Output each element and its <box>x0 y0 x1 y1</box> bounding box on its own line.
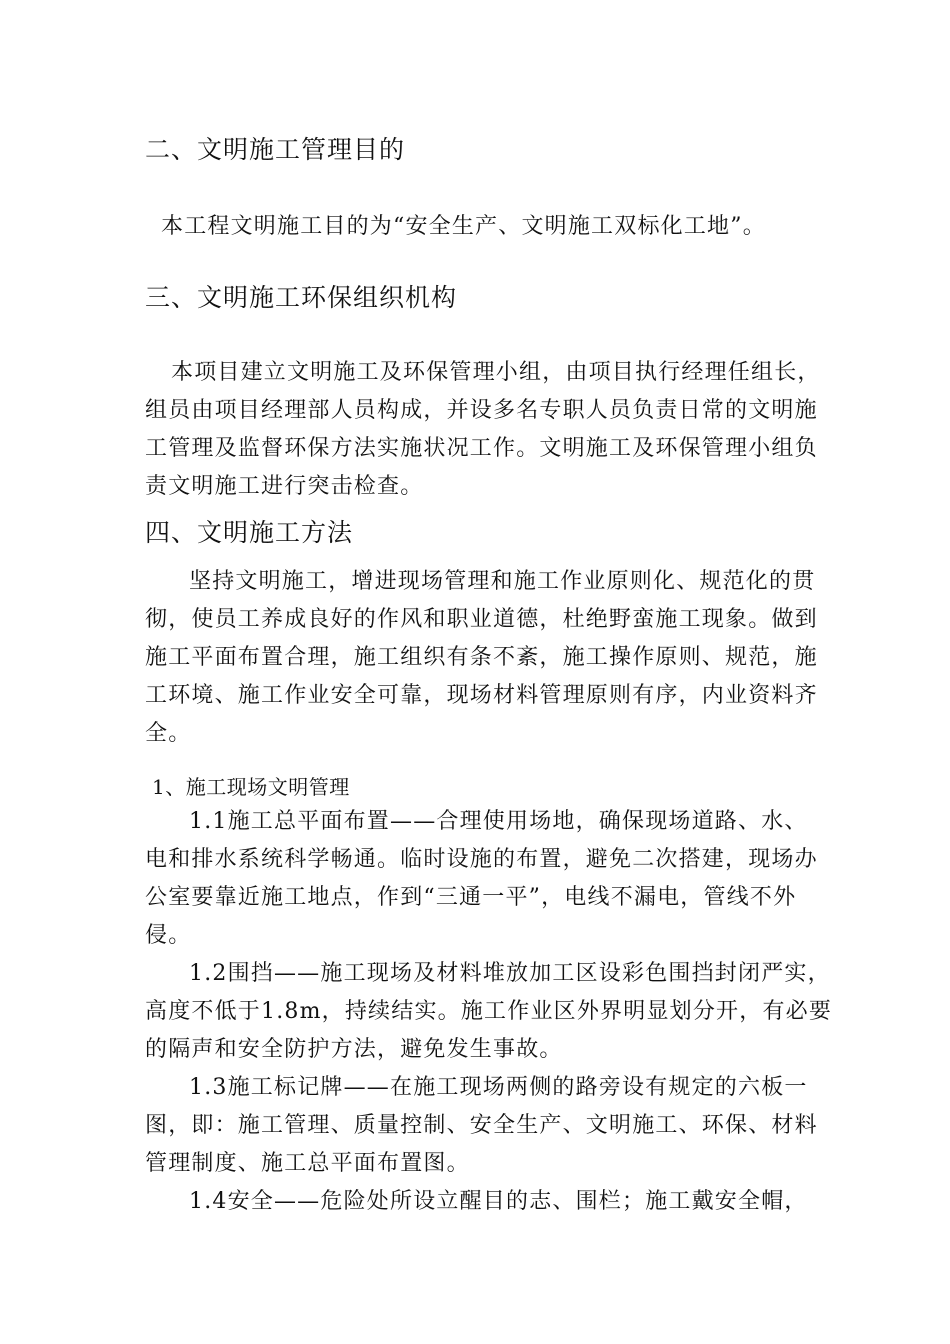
paragraph-line: 的隔声和安全防护方法，避免发生事故。 <box>145 1037 563 1062</box>
paragraph-line: 全。 <box>145 721 192 746</box>
paragraph-line: 1.2围挡——施工现场及材料堆放加工区设彩色围挡封闭严实， <box>189 961 831 986</box>
paragraph-line: 工管理及监督环保方法实施状况工作。文明施工及环保管理小组负 <box>145 436 818 461</box>
section-3-heading: 三、文明施工环保组织机构 <box>145 283 458 312</box>
paragraph-line: 管理制度、施工总平面布置图。 <box>145 1151 470 1176</box>
subsection-1-item-1-1 <box>145 803 818 955</box>
paragraph-line: 责文明施工进行突击检查。 <box>145 474 424 499</box>
section-2-body <box>145 208 810 246</box>
paragraph-line: 电和排水系统科学畅通。临时设施的布置，避免二次搭建，现场办 <box>145 847 818 872</box>
paragraph-line: 高度不低于1.8m，持续结实。施工作业区外界明显划分开，有必要 <box>145 999 833 1024</box>
section-2-heading: 二、文明施工管理目的 <box>145 135 406 164</box>
section-4-heading: 四、文明施工方法 <box>145 518 354 547</box>
paragraph-line: 彻，使员工养成良好的作风和职业道德，杜绝野蛮施工现象。做到 <box>145 607 818 632</box>
subsection-1-item-1-3 <box>145 1069 818 1183</box>
paragraph-line: 侵。 <box>145 923 192 948</box>
section-4-body <box>145 563 818 753</box>
paragraph-line: 本项目建立文明施工及环保管理小组，由项目执行经理任组长， <box>171 360 821 385</box>
section-3-body <box>145 354 821 506</box>
paragraph-line: 施工平面布置合理，施工组织有条不紊，施工操作原则、规范，施 <box>145 645 818 670</box>
paragraph-line: 组员由项目经理部人员构成，并设多名专职人员负责日常的文明施 <box>145 398 818 423</box>
paragraph-line: 1.3施工标记牌——在施工现场两侧的路旁设有规定的六板一 <box>189 1075 808 1100</box>
subsection-1-item-1-2 <box>145 955 833 1069</box>
paragraph-line: 图，即：施工管理、质量控制、安全生产、文明施工、环保、材料 <box>145 1113 818 1138</box>
paragraph-line: 公室要靠近施工地点，作到“三通一平”，电线不漏电，管线不外 <box>145 885 797 910</box>
paragraph-line: 本工程文明施工目的为“安全生产、文明施工双标化工地”。 <box>161 214 766 239</box>
paragraph-line: 1.4安全——危险处所设立醒目的志、围栏；施工戴安全帽， <box>189 1189 808 1214</box>
subsection-1-item-1-4 <box>145 1183 810 1221</box>
paragraph-line: 工环境、施工作业安全可靠，现场材料管理原则有序，内业资料齐 <box>145 683 818 708</box>
subsection-1-heading: 1、施工现场文明管理 <box>152 775 350 799</box>
paragraph-line: 1.1施工总平面布置——合理使用场地，确保现场道路、水、 <box>189 809 808 834</box>
paragraph-line: 坚持文明施工，增进现场管理和施工作业原则化、规范化的贯 <box>189 569 816 594</box>
